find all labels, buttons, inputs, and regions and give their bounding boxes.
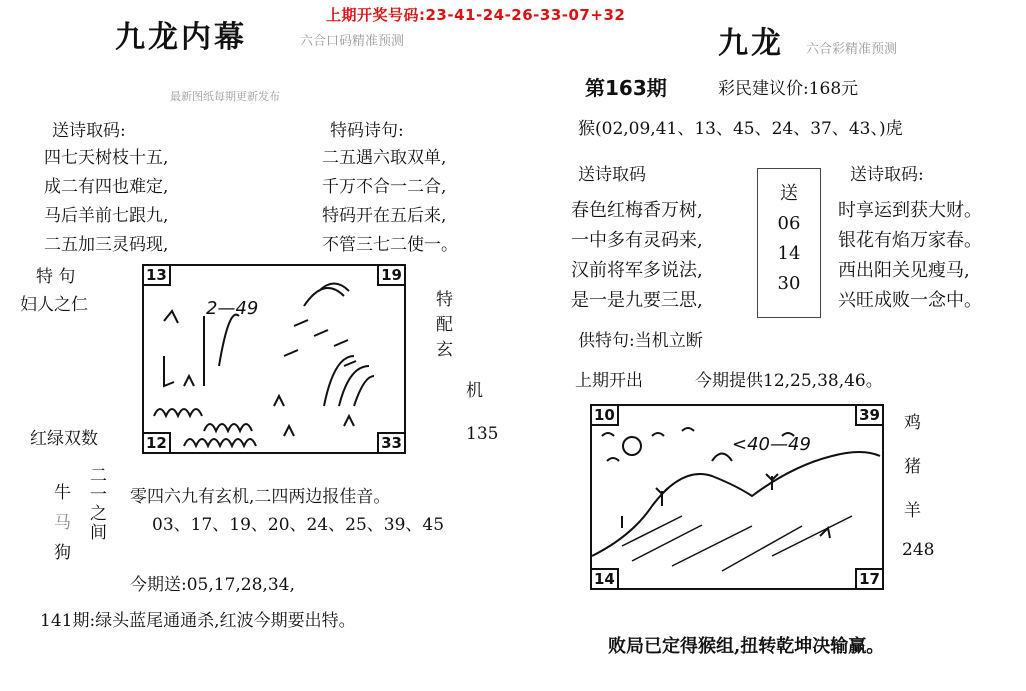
- left-title: 九龙内幕: [115, 20, 247, 55]
- left-ma: 马: [54, 513, 71, 533]
- left-poem-line: 二五加三灵码现,: [44, 235, 169, 255]
- left-special-line: 二五遇六取双单,: [322, 148, 447, 168]
- left-subtitle: 六合口码精准预测: [300, 34, 405, 49]
- right-provide: 今期提供12,25,38,46。: [695, 371, 883, 391]
- left-te-pei: 特配玄: [432, 290, 452, 365]
- right-sketch-text: <40—49: [732, 434, 811, 455]
- left-poem-line: 成二有四也难定,: [44, 177, 169, 197]
- right-send-number: 14: [777, 243, 801, 264]
- left-poem-line: 马后羊前七跟九,: [44, 206, 169, 226]
- right-poem-right-line: 西出阳关见瘦马,: [838, 260, 970, 281]
- right-poem-right-line: 兴旺成败一念中。: [838, 290, 982, 311]
- left-poem-label: 送诗取码:: [52, 121, 126, 141]
- left-te-ju: 特 句: [36, 267, 76, 287]
- left-line1: 零四六九有玄机,二四两边报佳音。: [130, 487, 391, 507]
- left-poem-block: [44, 144, 168, 260]
- left-corner-tr: 19: [377, 264, 406, 286]
- left-gou: 狗: [54, 543, 71, 563]
- right-subtitle: 六合彩精准预测: [806, 42, 898, 57]
- right-num-248: 248: [902, 540, 935, 560]
- left-corner-br: 33: [377, 432, 406, 454]
- left-special-line: 特码开在五后来,: [322, 206, 447, 226]
- left-er-yi: 二一之间: [86, 466, 106, 542]
- right-bottom: 败局已定得猴组,扭转乾坤决输赢。: [608, 636, 885, 657]
- right-poem-right-line: 时享运到获大财。: [838, 200, 982, 221]
- right-last-issue: 上期开出: [575, 371, 643, 391]
- right-side-yang: 羊: [904, 501, 921, 521]
- right-title: 九龙: [718, 26, 784, 61]
- right-send-number: 06: [777, 213, 801, 234]
- right-corner-br: 17: [855, 568, 884, 590]
- right-gong-te: 供特句:当机立断: [578, 331, 703, 351]
- right-price: 彩民建议价:168元: [718, 79, 859, 99]
- right-send-number: 30: [777, 273, 801, 294]
- right-corner-tl: 10: [590, 404, 619, 426]
- right-sketch-frame: [590, 404, 884, 590]
- right-poem-left-line: 汉前将军多说法,: [571, 260, 703, 281]
- left-hong-lv: 红绿双数: [30, 429, 98, 449]
- left-sketch-frame: [142, 264, 406, 454]
- right-poem-left-line: 一中多有灵码来,: [571, 230, 703, 251]
- left-bottom: 141期:绿头蓝尾通通杀,红波今期要出特。: [40, 611, 356, 631]
- left-corner-bl: 12: [142, 432, 171, 454]
- left-corner-tl: 13: [142, 264, 171, 286]
- right-side-ji: 鸡: [904, 413, 921, 433]
- left-special-line: 千万不合一二合,: [322, 177, 447, 197]
- left-niu: 牛: [54, 483, 71, 503]
- right-poem-right-line: 银花有焰万家春。: [838, 230, 982, 251]
- banner-winning-numbers: 上期开奖号码:23-41-24-26-33-07+32: [326, 6, 626, 24]
- left-fu-ren: 妇人之仁: [20, 295, 88, 315]
- right-monkey-line: 猴(02,09,41、13、45、24、37、43、)虎: [578, 119, 903, 139]
- left-poem-line: 四七天树枝十五,: [44, 148, 169, 168]
- right-poem-label-left: 送诗取码: [578, 165, 646, 185]
- left-sketch-text: 2—49: [206, 298, 259, 319]
- left-special-label: 特码诗句:: [330, 121, 404, 141]
- right-corner-bl: 14: [590, 568, 619, 590]
- right-send-label: 送: [780, 183, 798, 204]
- right-poem-left-block: [571, 196, 703, 316]
- right-poem-left-line: 春色红梅香万树,: [571, 200, 703, 221]
- right-corner-tr: 39: [855, 404, 884, 426]
- right-poem-right-block: [838, 196, 982, 316]
- left-faint-line: 最新图纸每期更新发布: [170, 90, 280, 103]
- right-poem-label-right: 送诗取码:: [850, 165, 924, 185]
- left-ji: 机: [466, 381, 483, 401]
- right-poem-left-line: 是一是九要三思,: [571, 290, 703, 311]
- right-send-box: [757, 168, 821, 318]
- left-sketch-drawing: [144, 266, 404, 452]
- right-side-zhu: 猪: [904, 457, 921, 477]
- right-issue: 第163期: [585, 76, 667, 100]
- left-special-block: [322, 144, 458, 260]
- left-special-line: 不管三七二使一。: [322, 235, 458, 255]
- left-line2: 03、17、19、20、24、25、39、45: [152, 515, 445, 535]
- left-num-135: 135: [466, 424, 499, 444]
- left-line3: 今期送:05,17,28,34,: [130, 575, 295, 595]
